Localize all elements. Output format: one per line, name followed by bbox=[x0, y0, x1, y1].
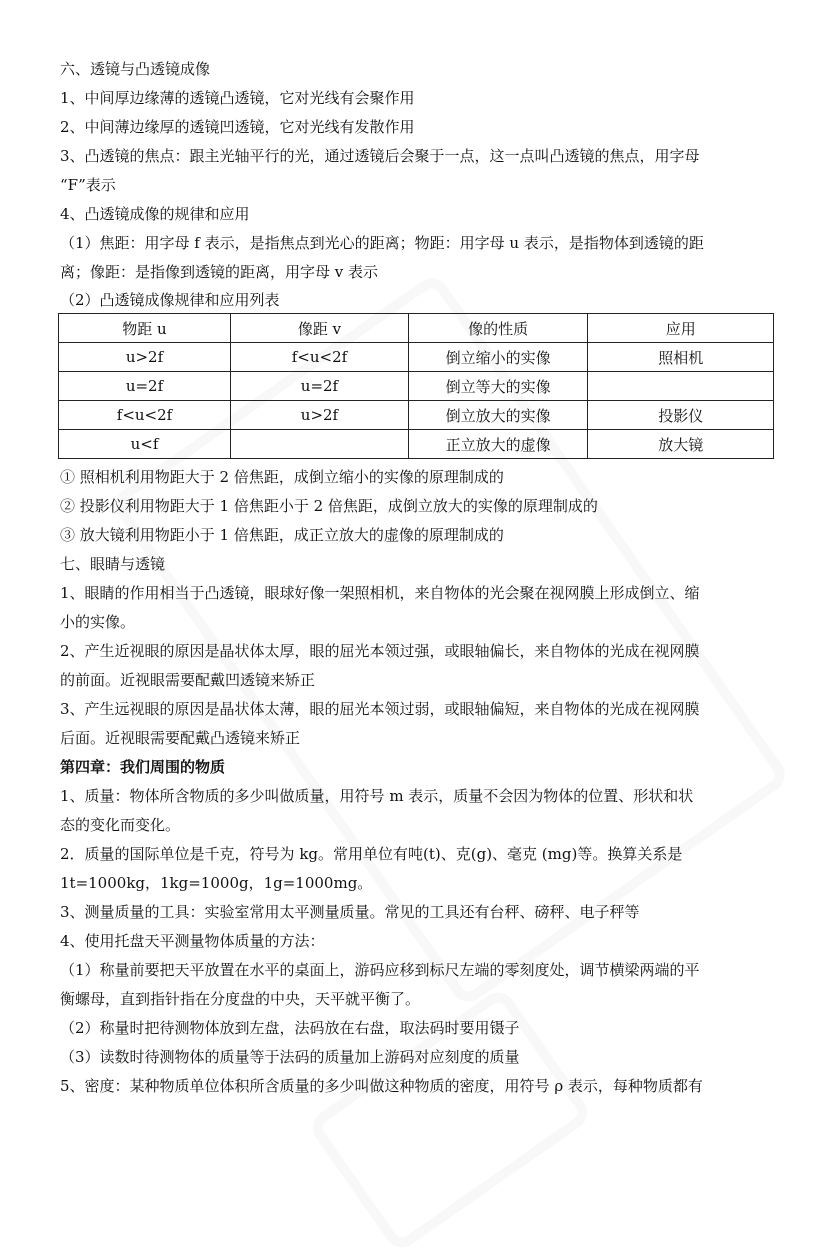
paragraph: 3、测量质量的工具：实验室常用太平测量质量。常见的工具还有台秤、磅秤、电子秤等 bbox=[60, 903, 640, 921]
paragraph: 1t=1000kg，1kg=1000g，1g=1000mg。 bbox=[60, 874, 373, 892]
section-heading: 七、眼睛与透镜 bbox=[60, 555, 166, 573]
paragraph: 4、凸透镜成像的规律和应用 bbox=[60, 205, 250, 223]
paragraph: （1）称量前要把天平放置在水平的桌面上，游码应移到标尺左端的零刻度处，调节横梁两端的平 bbox=[60, 961, 700, 979]
table-header-cell: 像的性质 bbox=[408, 314, 588, 343]
paragraph: 3、产生远视眼的原因是晶状体太薄，眼的屈光本领过弱，或眼轴偏短，来自物体的光成在视网膜 bbox=[60, 700, 700, 718]
chapter-heading: 第四章：我们周围的物质 bbox=[60, 758, 226, 776]
table-header-cell: 应用 bbox=[588, 314, 774, 343]
table-cell: u>2f bbox=[59, 343, 231, 372]
note-item: ② 投影仪利用物距大于 1 倍焦距小于 2 倍焦距，成倒立放大的实像的原理制成的 bbox=[60, 497, 598, 515]
table-cell: 正立放大的虚像 bbox=[408, 430, 588, 459]
lens-imaging-table bbox=[58, 313, 774, 459]
paragraph: （3）读数时待测物体的质量等于法码的质量加上游码对应刻度的质量 bbox=[60, 1048, 520, 1066]
table-row bbox=[59, 343, 774, 372]
note-item: ① 照相机利用物距大于 2 倍焦距，成倒立缩小的实像的原理制成的 bbox=[60, 468, 504, 486]
table-cell: u=2f bbox=[230, 372, 408, 401]
table-header-cell: 像距 v bbox=[230, 314, 408, 343]
table-row bbox=[59, 372, 774, 401]
table-cell: 照相机 bbox=[588, 343, 774, 372]
paragraph: 离；像距：是指像到透镜的距离，用字母 v 表示 bbox=[60, 263, 379, 281]
table-cell: f<u<2f bbox=[59, 401, 231, 430]
table-cell bbox=[230, 430, 408, 459]
table-cell: u=2f bbox=[59, 372, 231, 401]
table-cell bbox=[588, 372, 774, 401]
section-heading: 六、透镜与凸透镜成像 bbox=[60, 60, 211, 78]
paragraph: 2、产生近视眼的原因是晶状体太厚，眼的屈光本领过强，或眼轴偏长，来自物体的光成在视网膜 bbox=[60, 642, 700, 660]
paragraph: 4、使用托盘天平测量物体质量的方法： bbox=[60, 932, 325, 950]
table-cell: u>2f bbox=[230, 401, 408, 430]
paragraph: 后面。近视眼需要配戴凸透镜来矫正 bbox=[60, 729, 301, 747]
table-cell: 倒立等大的实像 bbox=[408, 372, 588, 401]
paragraph: 2、中间薄边缘厚的透镜凹透镜，它对光线有发散作用 bbox=[60, 118, 415, 136]
paragraph: （1）焦距：用字母 f 表示，是指焦点到光心的距离；物距：用字母 u 表示，是指物体到透镜的距 bbox=[60, 234, 704, 252]
table-row bbox=[59, 430, 774, 459]
paragraph: 的前面。近视眼需要配戴凹透镜来矫正 bbox=[60, 671, 316, 689]
table-caption: （2）凸透镜成像规律和应用列表 bbox=[60, 291, 280, 309]
table-header-cell: 物距 u bbox=[59, 314, 231, 343]
paragraph: 小的实像。 bbox=[60, 613, 136, 631]
table-cell: 投影仪 bbox=[588, 401, 774, 430]
table-row bbox=[59, 401, 774, 430]
paragraph: 1、中间厚边缘薄的透镜凸透镜，它对光线有会聚作用 bbox=[60, 89, 415, 107]
paragraph: 态的变化而变化。 bbox=[60, 816, 181, 834]
paragraph: 3、凸透镜的焦点：跟主光轴平行的光，通过透镜后会聚于一点，这一点叫凸透镜的焦点，用字母 bbox=[60, 147, 700, 165]
paragraph: 5、密度：某种物质单位体积所含质量的多少叫做这种物质的密度，用符号 ρ 表示，每种物质都有 bbox=[60, 1077, 703, 1095]
paragraph: “F”表示 bbox=[60, 176, 116, 194]
paragraph: （2）称量时把待测物体放到左盘，法码放在右盘，取法码时要用镊子 bbox=[60, 1019, 520, 1037]
paragraph: 1、眼睛的作用相当于凸透镜，眼球好像一架照相机，来自物体的光会聚在视网膜上形成倒立、缩 bbox=[60, 584, 700, 602]
table-cell: u<f bbox=[59, 430, 231, 459]
paragraph: 1、质量：物体所含物质的多少叫做质量，用符号 m 表示，质量不会因为物体的位置、形状和状 bbox=[60, 787, 694, 805]
paragraph: 2．质量的国际单位是千克，符号为 kg。常用单位有吨(t)、克(g)、毫克 (mg)等。换算关系是 bbox=[60, 845, 683, 863]
table-cell: f<u<2f bbox=[230, 343, 408, 372]
table-cell: 放大镜 bbox=[588, 430, 774, 459]
table-cell: 倒立放大的实像 bbox=[408, 401, 588, 430]
table-cell: 倒立缩小的实像 bbox=[408, 343, 588, 372]
note-item: ③ 放大镜利用物距小于 1 倍焦距，成正立放大的虚像的原理制成的 bbox=[60, 526, 504, 544]
paragraph: 衡螺母，直到指针指在分度盘的中央，天平就平衡了。 bbox=[60, 990, 421, 1008]
table-header-row bbox=[59, 314, 774, 343]
